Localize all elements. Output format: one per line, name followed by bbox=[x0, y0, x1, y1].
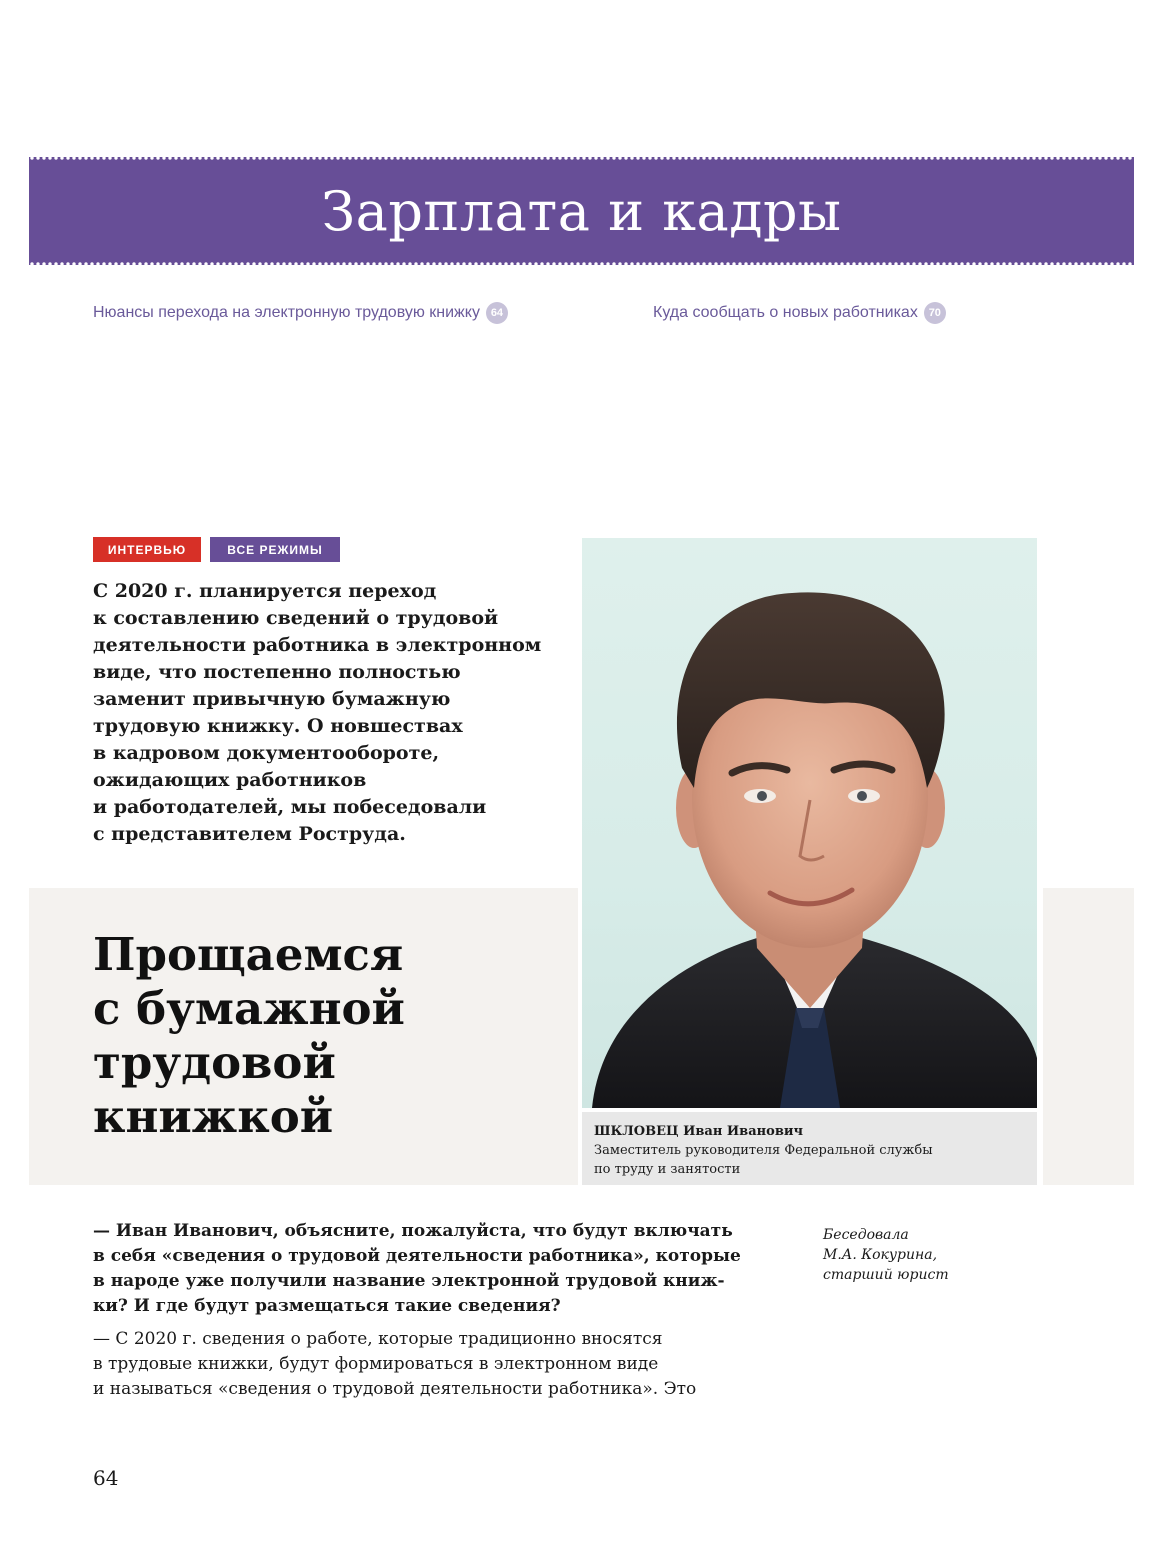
headline-line: Прощаемся bbox=[93, 928, 404, 981]
caption-name: ШКЛОВЕЦ Иван Иванович bbox=[594, 1124, 804, 1139]
caption-role: Заместитель руководителя Федеральной службы bbox=[594, 1143, 933, 1158]
toc-link-label: Нюансы перехода на электронную трудовую книжку bbox=[93, 304, 480, 321]
headline-line: с бумажной bbox=[93, 982, 405, 1035]
toc-page-badge: 70 bbox=[924, 302, 946, 324]
headline-line: книжкой bbox=[93, 1090, 334, 1143]
interview-question bbox=[93, 1219, 769, 1319]
question-line: — Иван Иванович, объясните, пожалуйста, что будут включать bbox=[93, 1221, 733, 1241]
page-number: 64 bbox=[93, 1466, 119, 1490]
lead-line: и работодателей, мы побеседовали bbox=[93, 796, 487, 818]
toc-link-label: Куда сообщать о новых работниках bbox=[653, 304, 918, 321]
byline-line: М.А. Кокурина, bbox=[823, 1247, 938, 1263]
byline-line: старший юрист bbox=[823, 1267, 949, 1283]
question-line: в народе уже получили название электронной трудовой книж- bbox=[93, 1271, 725, 1291]
byline-line: Беседовала bbox=[823, 1227, 909, 1243]
caption-role: по труду и занятости bbox=[594, 1162, 741, 1177]
lead-line: к составлению сведений о трудовой bbox=[93, 607, 499, 629]
section-title: Зарплата и кадры bbox=[321, 179, 842, 243]
tag-interview: ИНТЕРВЬЮ bbox=[93, 537, 201, 562]
lead-line: заменит привычную бумажную bbox=[93, 688, 451, 710]
headline-line: трудовой bbox=[93, 1036, 336, 1089]
question-line: в себя «сведения о трудовой деятельности работника», которые bbox=[93, 1246, 741, 1266]
answer-line: и называться «сведения о трудовой деятельности работника». Это bbox=[93, 1379, 697, 1399]
portrait-illustration bbox=[582, 538, 1037, 1108]
interviewee-photo bbox=[582, 538, 1037, 1108]
toc-link-new-employees[interactable] bbox=[653, 302, 946, 324]
lead-line: виде, что постепенно полностью bbox=[93, 661, 461, 683]
byline bbox=[823, 1225, 949, 1285]
tag-all-modes: ВСЕ РЕЖИМЫ bbox=[210, 537, 340, 562]
lead-line: трудовую книжку. О новшествах bbox=[93, 715, 463, 737]
lead-paragraph bbox=[93, 578, 563, 848]
answer-line: — С 2020 г. сведения о работе, которые традиционно вносятся bbox=[93, 1329, 663, 1349]
answer-line: в трудовые книжки, будут формироваться в электронном виде bbox=[93, 1354, 659, 1374]
toc-page-badge: 64 bbox=[486, 302, 508, 324]
headline-background-right bbox=[1043, 888, 1134, 1185]
lead-line: в кадровом документообороте, bbox=[93, 742, 440, 764]
article-headline bbox=[93, 928, 405, 1144]
question-line: ки? И где будут размещаться такие сведения? bbox=[93, 1296, 561, 1316]
lead-line: ожидающих работников bbox=[93, 769, 367, 791]
banner-scallop-bottom bbox=[29, 262, 1134, 266]
photo-caption bbox=[582, 1112, 1037, 1185]
interview-answer bbox=[93, 1327, 769, 1402]
lead-line: деятельности работника в электронном bbox=[93, 634, 542, 656]
section-banner bbox=[29, 157, 1134, 265]
lead-line: С 2020 г. планируется переход bbox=[93, 580, 437, 602]
toc-link-electronic-workbook[interactable] bbox=[93, 302, 508, 324]
lead-line: с представителем Роструда. bbox=[93, 823, 406, 845]
